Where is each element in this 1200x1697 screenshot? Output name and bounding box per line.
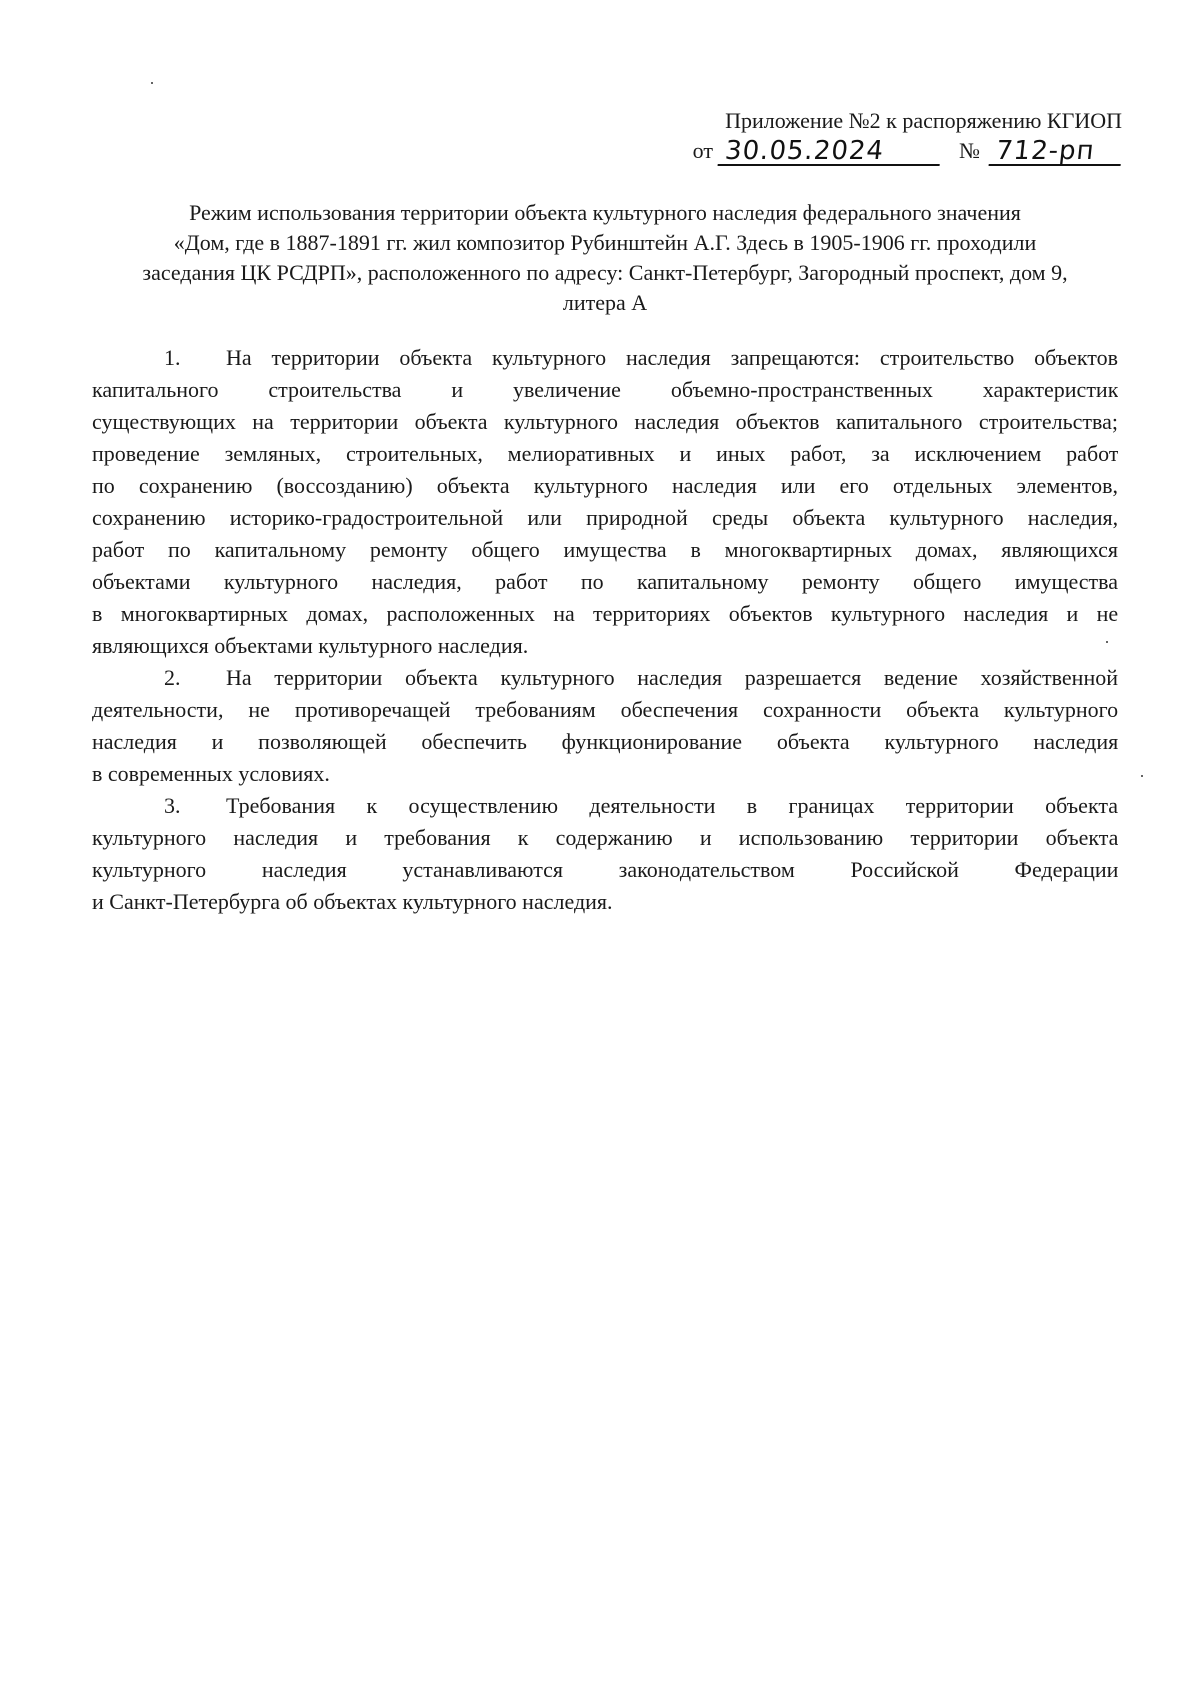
order-date-number-line — [642, 136, 1122, 166]
scan-speck — [151, 82, 153, 84]
paragraph-line: объектами культурного наследия, работ по капитальному ремонту общего имущества — [92, 569, 1118, 594]
document-title — [90, 198, 1120, 318]
paragraph-line: по сохранению (воссозданию) объекта культурного наследия или его отдельных элементов, — [92, 473, 1118, 498]
number-sign: № — [959, 138, 980, 163]
paragraph-line: 2. На территории объекта культурного наследия разрешается ведение хозяйственной — [92, 662, 1118, 694]
title-line: «Дом, где в 1887-1891 гг. жил композитор Рубинштейн А.Г. Здесь в 1905-1906 гг. проходили — [173, 230, 1037, 255]
paragraph-line: и Санкт-Петербурга об объектах культурного наследия. — [92, 889, 613, 914]
paragraph-1 — [92, 342, 1118, 662]
paragraph-line: в многоквартирных домах, расположенных на территориях объектов культурного наследия и не — [92, 601, 1118, 626]
paragraph-number: 2. — [164, 665, 181, 690]
appendix-reference: Приложение №2 к распоряжению КГИОП — [725, 108, 1122, 133]
handwritten-date: 30.05.2024 — [718, 138, 943, 166]
paragraph-3 — [92, 790, 1118, 918]
title-line: заседания ЦК РСДРП», расположенного по адресу: Санкт-Петербург, Загородный проспект, дом 9, — [142, 260, 1068, 285]
paragraph-line: культурного наследия устанавливаются законодательством Российской Федерации — [92, 857, 1118, 882]
paragraph-line: проведение земляных, строительных, мелиоративных и иных работ, за исключением работ — [92, 441, 1118, 466]
title-line: литера А — [562, 290, 648, 315]
paragraph-line: 1. На территории объекта культурного наследия запрещаются: строительство объектов — [92, 342, 1118, 374]
paragraph-line: являющихся объектами культурного наследия. — [92, 633, 529, 658]
document-body — [92, 342, 1118, 918]
paragraph-line: существующих на территории объекта культурного наследия объектов капитального строительства; — [92, 409, 1118, 434]
appendix-header — [642, 106, 1122, 166]
paragraph-number: 3. — [164, 793, 181, 818]
paragraph-line: 3. Требования к осуществлению деятельности в границах территории объекта — [92, 790, 1118, 822]
paragraph-line: сохранению историко-градостроительной или природной среды объекта культурного наследия, — [92, 505, 1118, 530]
paragraph-line: деятельности, не противоречащей требованиям обеспечения сохранности объекта культурного — [92, 697, 1118, 722]
paragraph-line: наследия и позволяющей обеспечить функционирование объекта культурного наследия — [92, 729, 1118, 754]
paragraph-line: работ по капитальному ремонту общего имущества в многоквартирных домах, являющихся — [92, 537, 1118, 562]
title-line: Режим использования территории объекта культурного наследия федерального значения — [189, 200, 1021, 225]
paragraph-number: 1. — [164, 345, 181, 370]
from-label: от — [692, 138, 713, 163]
paragraph-line: капитального строительства и увеличение объемно-пространственных характеристик — [92, 377, 1118, 402]
paragraph-2 — [92, 662, 1118, 790]
handwritten-order-number: 712-рп — [989, 138, 1124, 166]
paragraph-line: в современных условиях. — [92, 761, 330, 786]
scan-speck — [1141, 775, 1143, 777]
paragraph-line: культурного наследия и требования к содержанию и использованию территории объекта — [92, 825, 1118, 850]
